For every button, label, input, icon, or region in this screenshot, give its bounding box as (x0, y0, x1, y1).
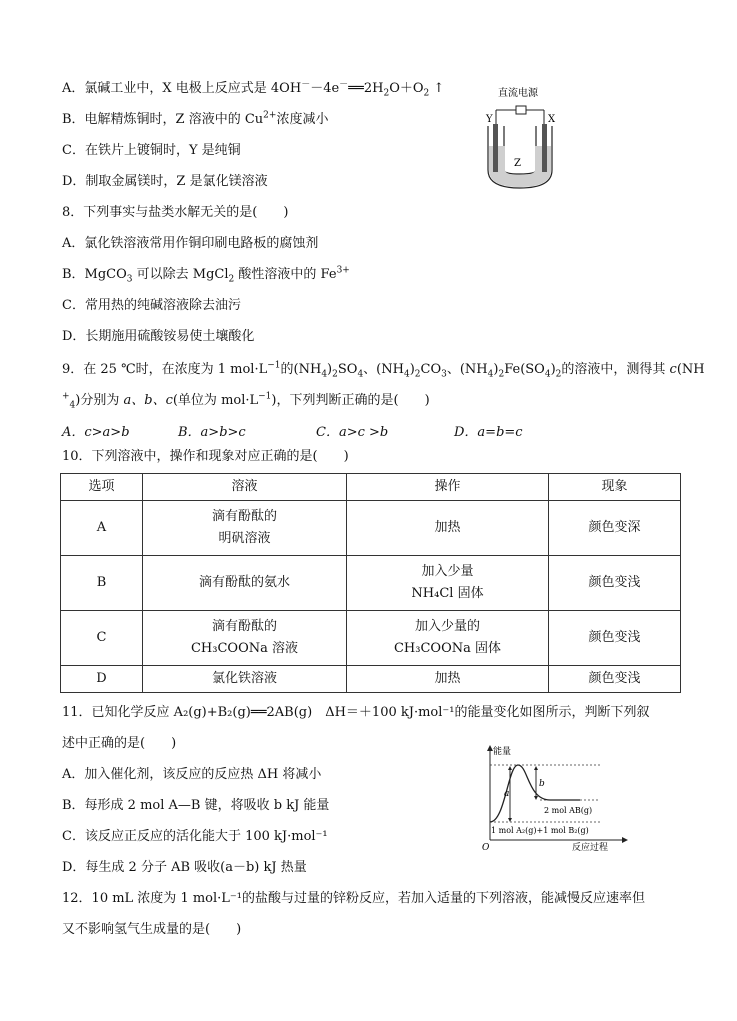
table-header-row (61, 474, 681, 501)
q7-option-c: C．在铁片上镀铜时，Y 是纯铜 (62, 143, 241, 158)
q8-option-a: A．氯化铁溶液常用作铜印刷电路板的腐蚀剂 (62, 236, 319, 251)
q9-option-a: A．c>a>b (62, 425, 130, 440)
q9-option-c: C．a>c >b (316, 425, 389, 440)
table-cell: 滴有酚酞的氨水 (143, 556, 347, 611)
reactant-label: 1 mol A₂(g)+1 mol B₂(g) (491, 826, 589, 835)
table-cell: 滴有酚酞的 明矾溶液 (143, 501, 347, 556)
table-cell: 颜色变浅 (549, 556, 681, 611)
table-row (61, 666, 681, 693)
q8-option-b: B．MgCO$_3$ 可以除去 MgCl$_2$ 酸性溶液中的 $Fe^{3+}$ (62, 265, 350, 285)
table-header: 现象 (549, 474, 681, 501)
table-header: 操作 (347, 474, 549, 501)
solution-z-label: Z (514, 158, 521, 169)
q10-table (60, 473, 681, 693)
electrode-y-label: Y (486, 114, 493, 125)
q8-option-d: D．长期施用硫酸铵易使土壤酸化 (62, 329, 255, 344)
q11-option-c: C．该反应正反应的活化能大于 100 kJ·mol⁻¹ (62, 829, 328, 844)
label-a: a (504, 789, 510, 799)
x-axis-label: 反应过程 (572, 843, 609, 853)
electrode-x-label: X (548, 114, 556, 125)
electrolysis-u-tube-figure (478, 84, 568, 194)
table-cell: 加热 (347, 501, 549, 556)
energy-profile-figure (480, 742, 630, 854)
q11-option-a: A．加入催化剂，该反应的反应热 ΔH 将减小 (62, 767, 322, 782)
q11-stem-line1: 11．已知化学反应 A₂(g)+B₂(g)══2AB(g) ΔH＝＋100 kJ·mol⁻¹的能量变化如图所示，判断下列叙 (62, 705, 650, 720)
q10-stem: 10．下列溶液中，操作和现象对应正确的是( ) (62, 449, 349, 464)
table-cell: 加入少量的 CH₃COONa 固体 (347, 611, 549, 666)
table-row (61, 611, 681, 666)
q9-stem-line1: 9．在 25 ℃时，在浓度为 1 $mol\cdot L^{-1}$的$(NH_4)_2SO_4$、$(NH_4)_2CO_3$、$(NH_4)_2Fe(SO_4)_2$的溶液中，测得其 c(NH (62, 360, 705, 380)
table-cell: C (61, 611, 143, 666)
table-cell: A (61, 501, 143, 556)
table-cell: 加热 (347, 666, 549, 693)
table-cell: B (61, 556, 143, 611)
q9-option-d: D．a=b=c (454, 425, 523, 440)
table-cell: D (61, 666, 143, 693)
q7-option-a: A．氯碱工业中，X 电极上反应式是 $4OH^--4e^-══2H_2O+O_2$ ↑ (62, 79, 445, 99)
q8-stem: 8．下列事实与盐类水解无关的是( ) (62, 205, 289, 220)
table-row (61, 556, 681, 611)
q7-option-b: B．电解精炼铜时，Z 溶液中的 $Cu^{2+}$浓度减小 (62, 110, 329, 127)
q11-option-b: B．每形成 2 mol A—B 键，将吸收 b kJ 能量 (62, 798, 330, 813)
table-cell: 氯化铁溶液 (143, 666, 347, 693)
q8-option-c: C．常用热的纯碱溶液除去油污 (62, 298, 241, 313)
q12-stem-line2: 又不影响氢气生成量的是( ) (62, 922, 242, 937)
q9-option-b: B．a>b>c (178, 425, 246, 440)
table-cell: 颜色变浅 (549, 611, 681, 666)
table-cell: 滴有酚酞的 CH₃COONa 溶液 (143, 611, 347, 666)
q12-stem-line1: 12．10 mL 浓度为 1 mol·L⁻¹的盐酸与过量的锌粉反应，若加入适量的下列溶液，能减慢反应速率但 (62, 891, 645, 906)
table-row (61, 501, 681, 556)
power-supply-label: 直流电源 (498, 88, 538, 99)
origin-label: O (482, 843, 490, 853)
q11-stem-line2: 述中正确的是( ) (62, 736, 177, 751)
q9-stem-line2: +$_4$)分别为 a、b、c(单位为 $mol\cdot L^{-1}$)，下列判断正确的是( ) (62, 391, 430, 411)
label-b: b (539, 779, 545, 789)
table-header: 选项 (61, 474, 143, 501)
table-cell: 颜色变深 (549, 501, 681, 556)
table-cell: 颜色变浅 (549, 666, 681, 693)
y-axis-label: 能量 (493, 747, 512, 757)
table-cell: 加入少量 NH₄Cl 固体 (347, 556, 549, 611)
q7-option-d: D．制取金属镁时，Z 是氯化镁溶液 (62, 174, 268, 189)
q11-option-d: D．每生成 2 分子 AB 吸收(a－b) kJ 热量 (62, 860, 307, 875)
table-header: 溶液 (143, 474, 347, 501)
product-label: 2 mol AB(g) (544, 806, 593, 815)
